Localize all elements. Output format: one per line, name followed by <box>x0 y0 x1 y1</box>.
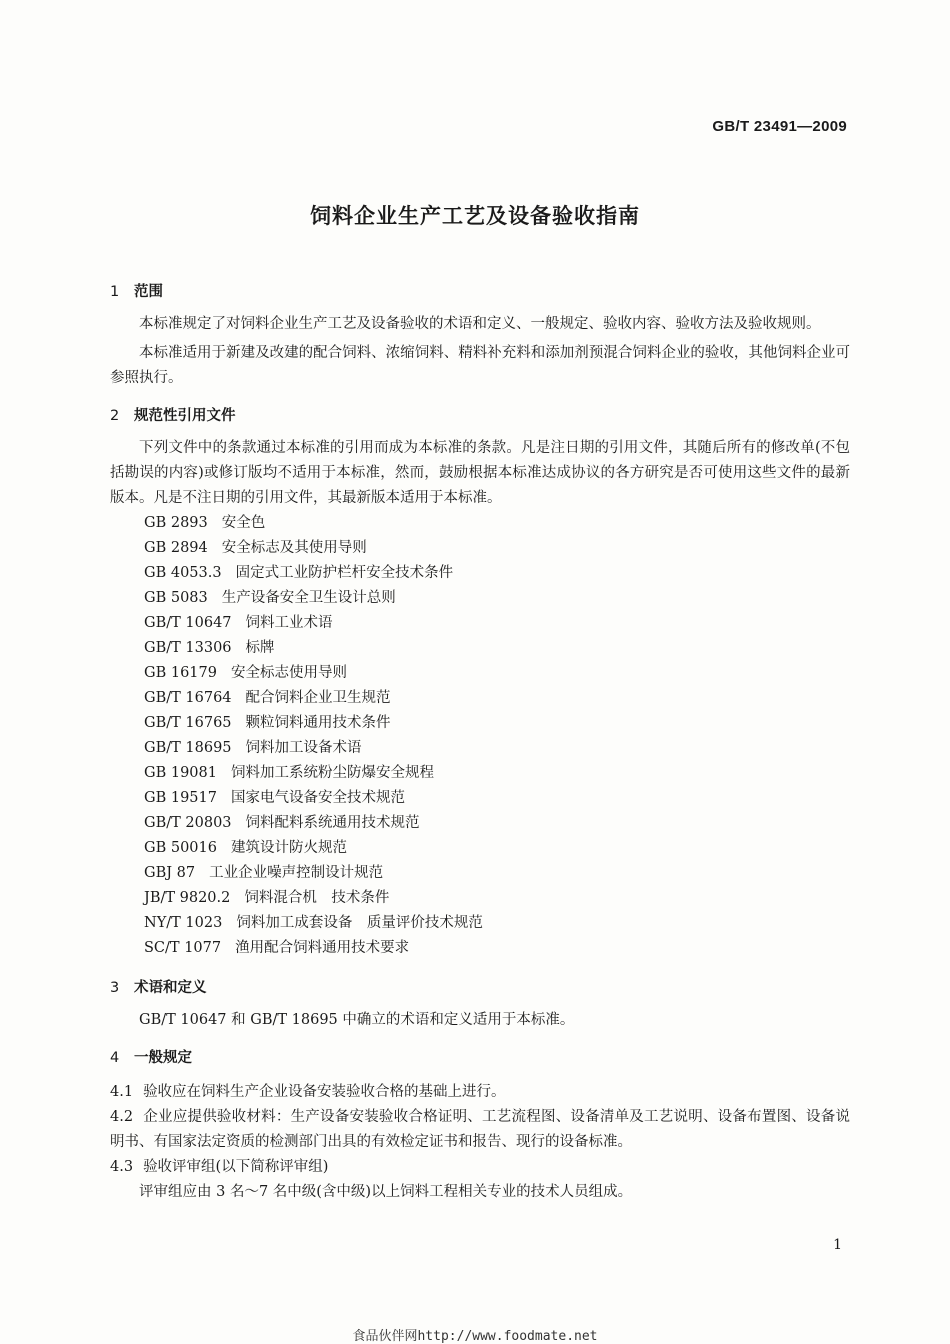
section-title: 规范性引用文件 <box>134 408 236 424</box>
watermark: 食品伙伴网http://www.foodmate.net <box>352 1329 598 1344</box>
ref-code: GB/T 13306 <box>144 640 232 656</box>
reference-item <box>110 711 850 736</box>
clause-4-2 <box>110 1105 850 1155</box>
ref-code: GB/T 16764 <box>144 690 232 706</box>
clause-4-3 <box>110 1155 850 1180</box>
paragraph: 下列文件中的条款通过本标准的引用而成为本标准的条款。凡是注日期的引用文件，其随后所有的修改单(不包括勘误的内容)或修订版均不适用于本标准，然而，鼓励根据本标准达成协议的各方研究是否可使用这些文件的最新版本。凡是不注日期的引用文件，其最新版本适用于本标准。 <box>110 440 850 506</box>
ref-title: 固定式工业防护栏杆安全技术条件 <box>235 565 454 581</box>
ref-code: GB 50016 <box>144 840 217 856</box>
ref-title: 工业企业噪声控制设计规范 <box>209 865 384 881</box>
ref-title: 生产设备安全卫生设计总则 <box>221 590 396 606</box>
section-title: 范围 <box>134 284 163 300</box>
clause-number: 4.3 <box>110 1159 134 1175</box>
section-1-heading <box>110 280 850 304</box>
section-title: 术语和定义 <box>134 980 207 996</box>
clause-4-1 <box>110 1080 850 1105</box>
ref-title: 安全标志使用导则 <box>230 665 347 681</box>
reference-item <box>110 636 850 661</box>
reference-item <box>110 561 850 586</box>
ref-code: GB/T 20803 <box>144 815 232 831</box>
ref-code: GB/T 10647 <box>144 615 232 631</box>
ref-title: 饲料加工成套设备 质量评价技术规范 <box>236 915 483 931</box>
ref-title: 标牌 <box>245 640 275 656</box>
reference-item <box>110 586 850 611</box>
reference-item <box>110 786 850 811</box>
ref-code: GB 5083 <box>144 590 208 606</box>
ref-code: GB 2893 <box>144 515 208 531</box>
section-4-heading <box>110 1046 850 1070</box>
document-title: 饲料企业生产工艺及设备验收指南 <box>310 204 640 228</box>
reference-item <box>110 811 850 836</box>
section-2-heading <box>110 404 850 428</box>
ref-title: 颗粒饲料通用技术条件 <box>245 715 391 731</box>
reference-item <box>110 861 850 886</box>
paragraph: 本标准适用于新建及改建的配合饲料、浓缩饲料、精料补充料和添加剂预混合饲料企业的验收，其他饲料企业可参照执行。 <box>110 345 850 386</box>
ref-code: SC/T 1077 <box>144 940 222 956</box>
reference-item <box>110 511 850 536</box>
ref-title: 国家电气设备安全技术规范 <box>230 790 405 806</box>
clause-number: 4.2 <box>110 1109 134 1125</box>
standard-code: GB/T 23491—2009 <box>712 118 847 135</box>
reference-item <box>110 836 850 861</box>
reference-item <box>110 536 850 561</box>
reference-item <box>110 611 850 636</box>
section-number: 2 <box>110 408 120 424</box>
ref-title: 安全标志及其使用导则 <box>221 540 367 556</box>
ref-title: 饲料配料系统通用技术规范 <box>245 815 420 831</box>
reference-item <box>110 661 850 686</box>
paragraph: 评审组应由 3 名～7 名中级(含中级)以上饲料工程相关专业的技术人员组成。 <box>139 1184 633 1200</box>
ref-code: GB 19517 <box>144 790 217 806</box>
ref-code: GB 19081 <box>144 765 217 781</box>
ref-code: GBJ 87 <box>144 865 196 881</box>
clause-number: 4.1 <box>110 1084 134 1100</box>
ref-code: GB 2894 <box>144 540 208 556</box>
section-number: 1 <box>110 284 120 300</box>
ref-title: 饲料工业术语 <box>245 615 333 631</box>
paragraph: GB/T 10647 和 GB/T 18695 中确立的术语和定义适用于本标准。 <box>139 1012 575 1028</box>
ref-title: 安全色 <box>221 515 266 531</box>
ref-title: 渔用配合饲料通用技术要求 <box>235 940 410 956</box>
ref-title: 饲料混合机 技术条件 <box>244 890 390 906</box>
ref-title: 建筑设计防火规范 <box>230 840 347 856</box>
paragraph: 本标准规定了对饲料企业生产工艺及设备验收的术语和定义、一般规定、验收内容、验收方法及验收规则。 <box>139 316 821 332</box>
reference-list <box>110 511 850 961</box>
section-number: 4 <box>110 1050 120 1066</box>
reference-item <box>110 886 850 911</box>
ref-code: GB/T 16765 <box>144 715 232 731</box>
ref-code: GB/T 18695 <box>144 740 232 756</box>
ref-code: GB 16179 <box>144 665 217 681</box>
ref-title: 配合饲料企业卫生规范 <box>245 690 391 706</box>
reference-item <box>110 761 850 786</box>
reference-item <box>110 936 850 961</box>
ref-code: GB 4053.3 <box>144 565 222 581</box>
ref-title: 饲料加工设备术语 <box>245 740 362 756</box>
section-number: 3 <box>110 980 120 996</box>
section-title: 一般规定 <box>134 1050 192 1066</box>
ref-code: JB/T 9820.2 <box>144 890 231 906</box>
clause-text: 验收应在饲料生产企业设备安装验收合格的基础上进行。 <box>143 1084 506 1100</box>
reference-item <box>110 736 850 761</box>
page-number: 1 <box>833 1237 842 1253</box>
section-3-heading <box>110 976 850 1000</box>
ref-code: NY/T 1023 <box>144 915 223 931</box>
clause-text: 企业应提供验收材料：生产设备安装验收合格证明、工艺流程图、设备清单及工艺说明、设备布置图、设备说明书、有国家法定资质的检测部门出具的有效检定证书和报告、现行的设备标准。 <box>110 1109 850 1150</box>
ref-title: 饲料加工系统粉尘防爆安全规程 <box>230 765 434 781</box>
reference-item <box>110 911 850 936</box>
document-body <box>110 280 850 1205</box>
reference-item <box>110 686 850 711</box>
clause-text: 验收评审组(以下简称评审组) <box>143 1159 329 1175</box>
